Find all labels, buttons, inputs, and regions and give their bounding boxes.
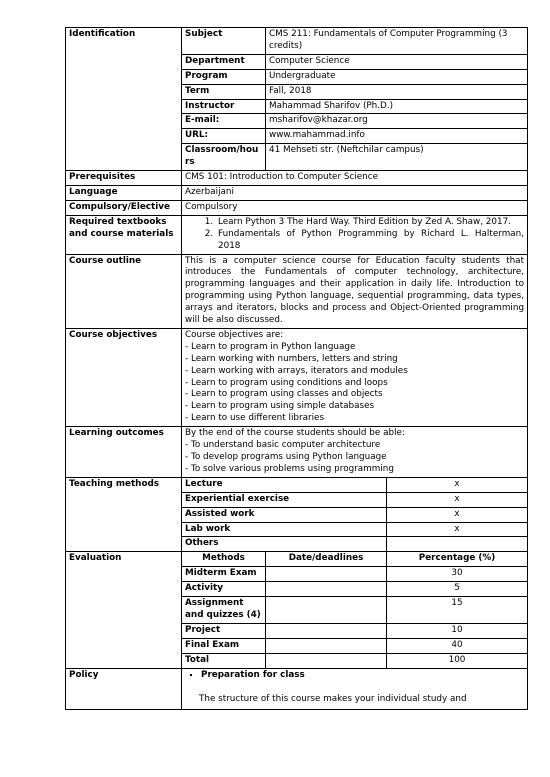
objective-item: - Learn to program using conditions and loops — [185, 377, 388, 388]
identification-label: Identification — [66, 28, 182, 171]
objective-item: - Learn working with numbers, letters and string — [185, 353, 398, 364]
term-key: Term — [182, 84, 266, 99]
subject-value: CMS 211: Fundamentals of Computer Programming (3 credits) — [266, 28, 528, 55]
compulsory-label: Compulsory/Elective — [66, 200, 182, 215]
program-key: Program — [182, 69, 266, 84]
evaluation-header-dates: Date/deadlines — [266, 552, 387, 567]
subject-key: Subject — [182, 28, 266, 55]
outcome-item: - To understand basic computer architecture — [185, 440, 381, 451]
policy-label: Policy — [66, 668, 182, 710]
evaluation-pct: 40 — [387, 638, 528, 653]
objective-item: - Learn to use different libraries — [185, 413, 325, 424]
compulsory-value: Compulsory — [182, 200, 528, 215]
evaluation-method: Project — [182, 623, 266, 638]
policy-text: The structure of this course makes your individual study and — [199, 693, 467, 704]
objectives-cell — [182, 328, 528, 426]
teaching-mark: x — [387, 507, 528, 522]
outcome-item: - To solve various problems using programming — [185, 463, 394, 474]
evaluation-date — [266, 582, 387, 597]
teaching-method: Experiential exercise — [182, 492, 387, 507]
textbooks-label: Required textbooks and course materials — [66, 215, 182, 254]
outcome-item: - To develop programs using Python language — [185, 452, 387, 462]
policy-list — [185, 670, 524, 682]
department-key: Department — [182, 54, 266, 69]
evaluation-header-methods: Methods — [182, 552, 266, 567]
evaluation-date — [266, 567, 387, 582]
compulsory-row — [66, 200, 528, 215]
textbook-item: 2. Fundamentals of Python Programming by Richard L. Halterman, 2018 — [216, 229, 524, 253]
evaluation-pct: 10 — [387, 623, 528, 638]
teaching-mark: x — [387, 522, 528, 537]
evaluation-date — [266, 653, 387, 668]
evaluation-method: Activity — [182, 582, 266, 597]
evaluation-header-percentage: Percentage (%) — [387, 552, 528, 567]
url-value: www.mahammad.info — [266, 129, 528, 144]
objective-item: - Learn to program using classes and objects — [185, 389, 383, 400]
policy-heading: ▪ Preparation for class — [201, 670, 524, 682]
classroom-key: Classroom/hours — [182, 144, 266, 171]
policy-row — [66, 668, 528, 710]
evaluation-pct: 30 — [387, 567, 528, 582]
outline-row — [66, 254, 528, 328]
teaching-label: Teaching methods — [66, 477, 182, 552]
outcomes-row — [66, 427, 528, 478]
evaluation-pct: 15 — [387, 597, 528, 624]
objective-item: - Learn to program using simple databases — [185, 401, 375, 412]
outcomes-intro: By the end of the course students should be able: — [185, 428, 405, 439]
outline-text: This is a computer science course for Education faculty students that introduces the Fundamentals of computer technology, architecture, programming languages and their application in daily life. Introduction to programming using Python language, sequential programming, data types, arrays and iterators, blocks and process and Object-Oriented programming will be also discussed. — [182, 254, 528, 328]
teaching-method: Assisted work — [182, 507, 387, 522]
prerequisites-value: CMS 101: Introduction to Computer Science — [182, 171, 528, 186]
objectives-intro: Course objectives are: — [185, 329, 284, 340]
evaluation-method: Midterm Exam — [182, 567, 266, 582]
instructor-value: Mahammad Sharifov (Ph.D.) — [266, 99, 528, 114]
evaluation-date — [266, 597, 387, 624]
objectives-row — [66, 328, 528, 426]
url-key: URL: — [182, 129, 266, 144]
evaluation-date — [266, 623, 387, 638]
identification-row — [66, 28, 528, 55]
language-row — [66, 185, 528, 200]
teaching-mark: x — [387, 492, 528, 507]
evaluation-method: Final Exam — [182, 638, 266, 653]
evaluation-method: Total — [182, 653, 266, 668]
evaluation-pct: 5 — [387, 582, 528, 597]
objectives-label: Course objectives — [66, 328, 182, 426]
program-value: Undergraduate — [266, 69, 528, 84]
prerequisites-row — [66, 171, 528, 186]
evaluation-pct: 100 — [387, 653, 528, 668]
objective-item: - Learn to program in Python language — [185, 341, 356, 352]
department-value: Computer Science — [266, 54, 528, 69]
evaluation-label: Evaluation — [66, 552, 182, 668]
evaluation-date — [266, 638, 387, 653]
outline-label: Course outline — [66, 254, 182, 328]
teaching-row — [66, 477, 528, 492]
teaching-method: Others — [182, 537, 387, 552]
objective-item: - Learn working with arrays, iterators and modules — [185, 365, 408, 376]
language-label: Language — [66, 185, 182, 200]
outcomes-cell — [182, 427, 528, 478]
policy-spacer — [185, 682, 524, 694]
teaching-mark: x — [387, 477, 528, 492]
teaching-method: Lecture — [182, 477, 387, 492]
instructor-key: Instructor — [182, 99, 266, 114]
teaching-method: Lab work — [182, 522, 387, 537]
evaluation-header-row — [66, 552, 528, 567]
textbook-item: 1. Learn Python 3 The Hard Way. Third Edition by Zed A. Shaw, 2017. — [216, 217, 524, 229]
textbooks-cell — [182, 215, 528, 254]
prerequisites-label: Prerequisites — [66, 171, 182, 186]
textbooks-list — [185, 217, 524, 253]
email-key: E-mail: — [182, 114, 266, 129]
email-value: msharifov@khazar.org — [266, 114, 528, 129]
textbooks-row — [66, 215, 528, 254]
syllabus-table — [65, 27, 528, 710]
term-value: Fall, 2018 — [266, 84, 528, 99]
outcomes-label: Learning outcomes — [66, 427, 182, 478]
classroom-value: 41 Mehseti str. (Neftchilar campus) — [266, 144, 528, 171]
policy-cell — [182, 668, 528, 710]
language-value: Azerbaijani — [182, 185, 528, 200]
teaching-mark — [387, 537, 528, 552]
evaluation-method: Assignment and quizzes (4) — [182, 597, 266, 624]
